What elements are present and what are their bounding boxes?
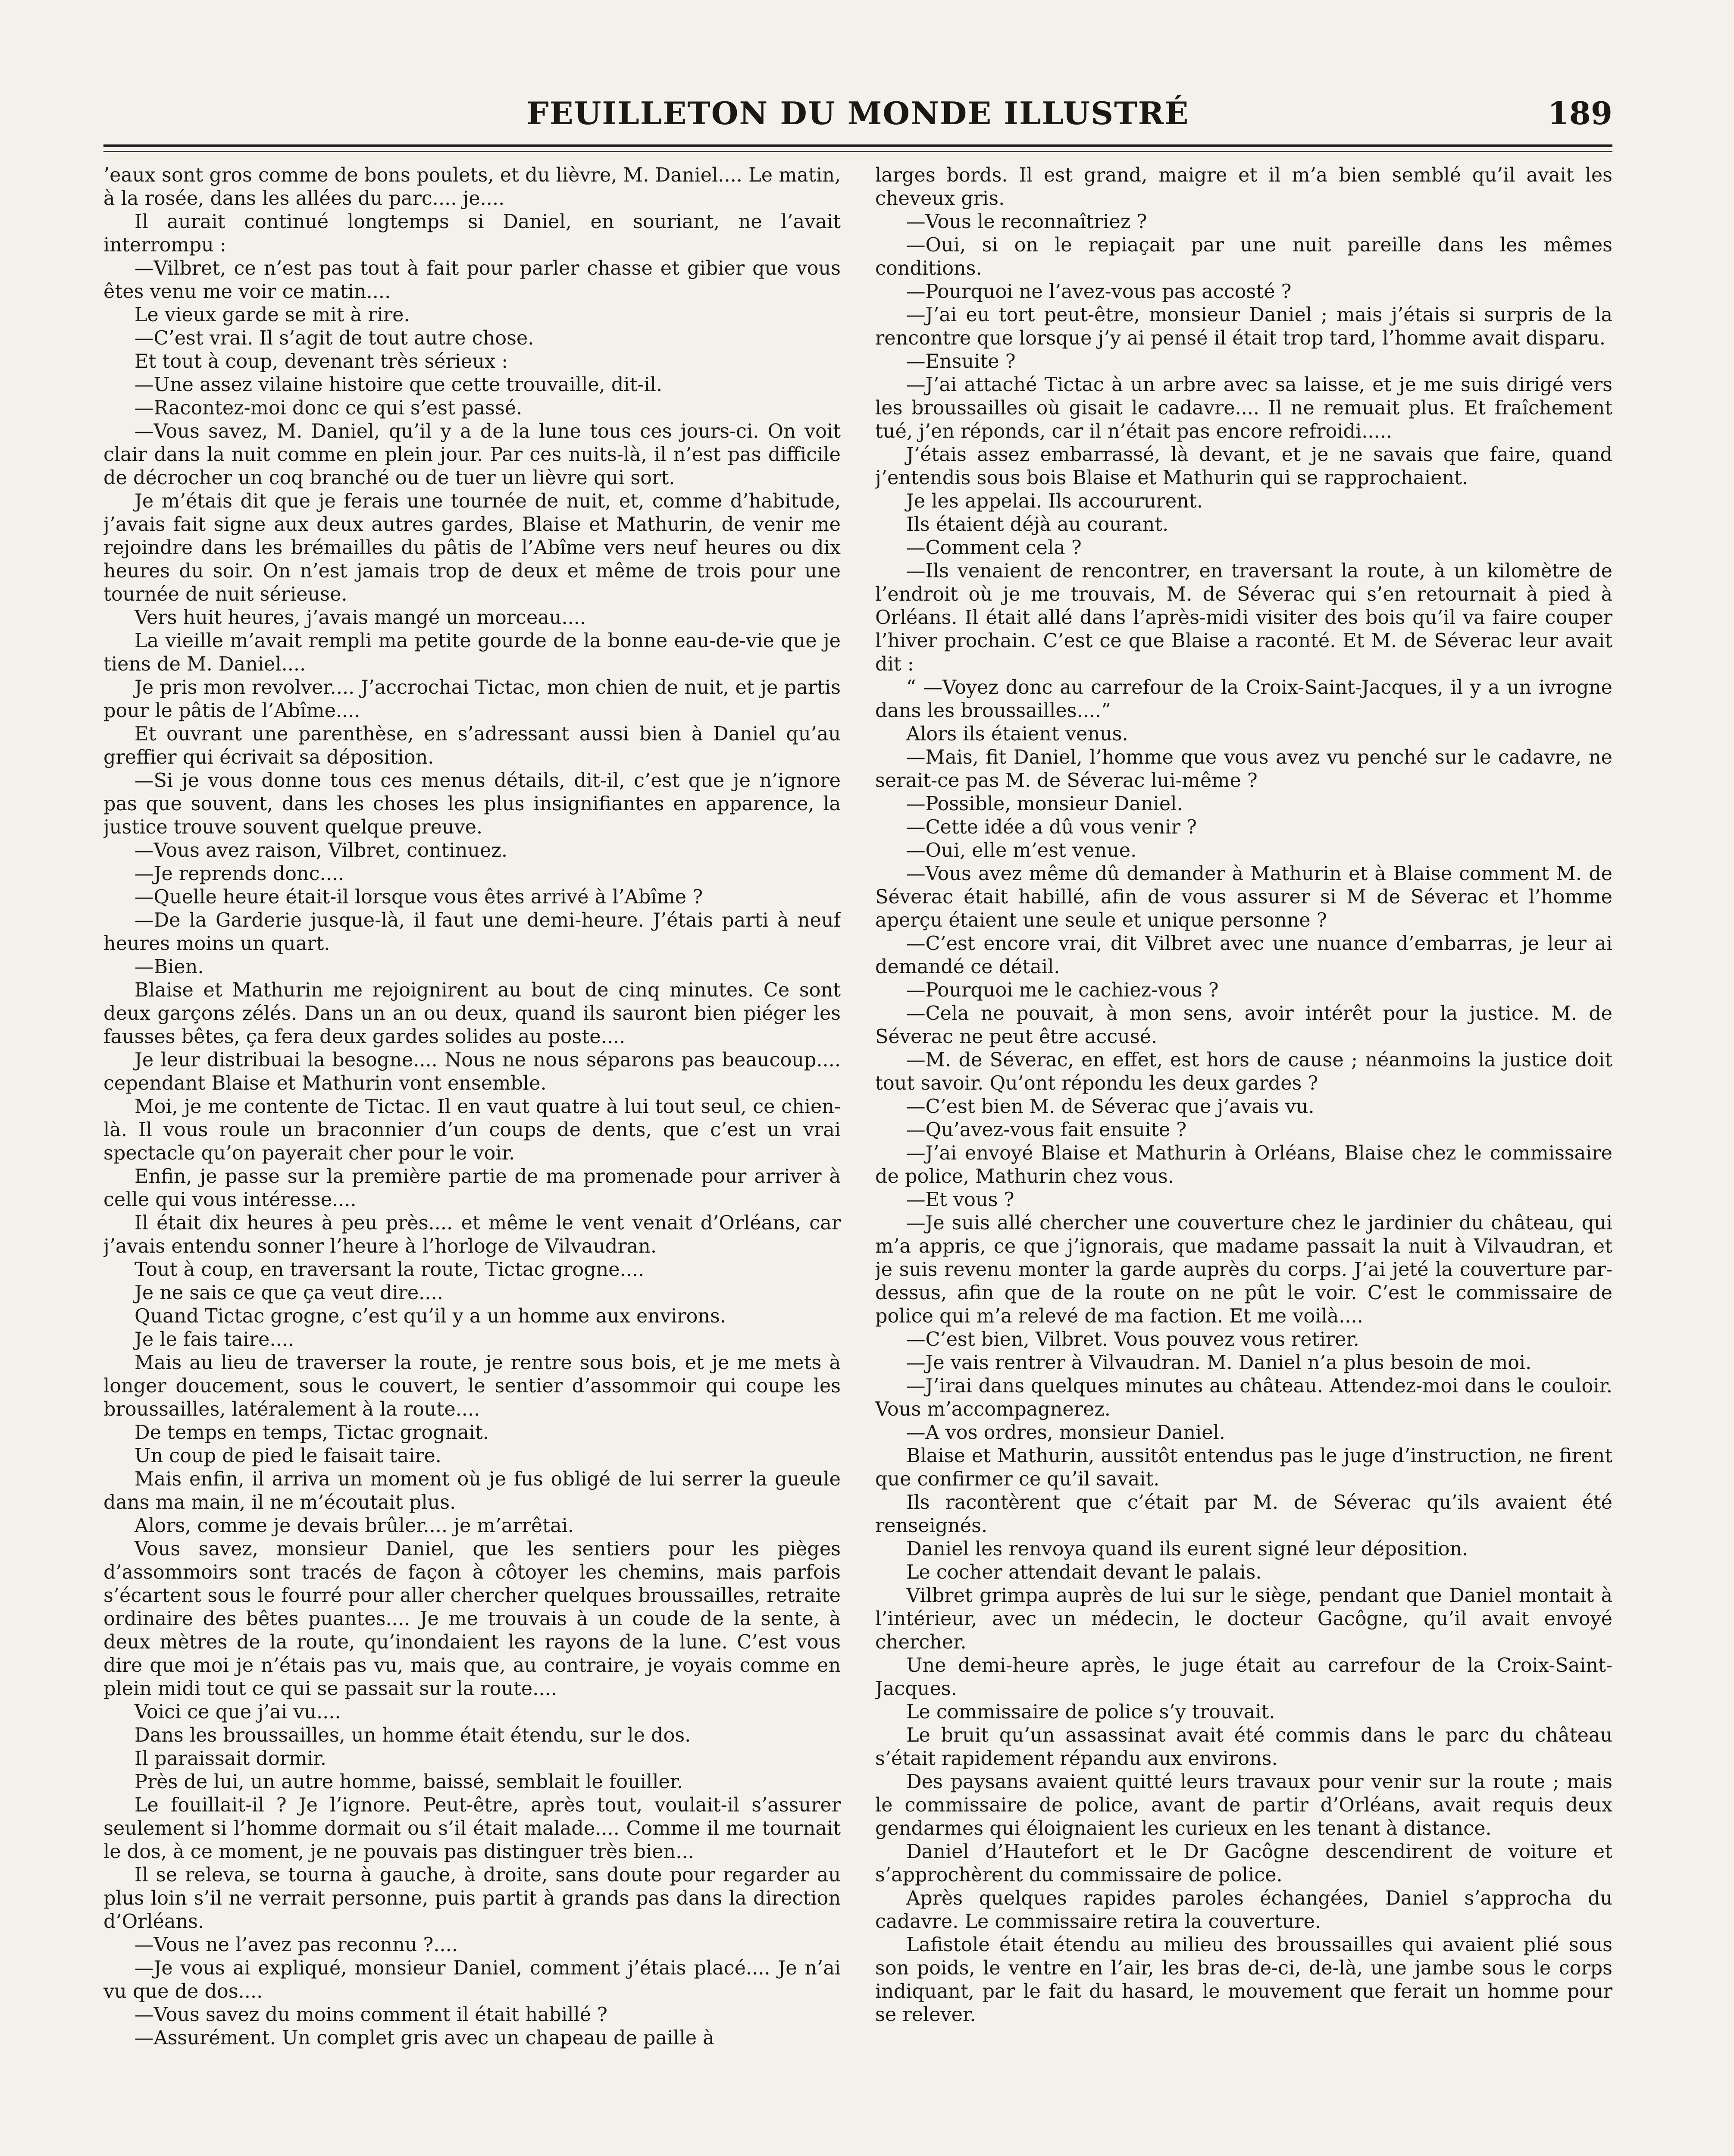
paragraph: Lafistole était étendu au milieu des broussailles qui avaient plié sous son poids, le ventre en l’air, les bras de-ci, de-là, une jambe sous le corps indiquant, par le fait du hasard, le mouvement que ferait un homme pour se relever. xyxy=(875,1934,1612,2026)
paragraph: —C’est bien M. de Séverac que j’avais vu. xyxy=(906,1096,1315,1118)
paragraph: —J’ai attaché Tictac à un arbre avec sa laisse, et je me suis dirigé vers les broussailles où gisait le cadavre.... Il ne remuait plus. Et fraîchement tué, j’en réponds, car il n’était pas encore refroidi..... xyxy=(875,374,1612,442)
paragraph: —Ensuite ? xyxy=(906,351,1016,373)
paragraph: Tout à coup, en traversant la route, Tictac grogne.... xyxy=(135,1259,645,1281)
paragraph: —Mais, fit Daniel, l’homme que vous avez vu penché sur le cadavre, ne serait-ce pas M. de Séverac lui-même ? xyxy=(875,746,1612,792)
paragraph: Je ne sais ce que ça veut dire.... xyxy=(135,1282,443,1304)
paragraph: Après quelques rapides paroles échangées, Daniel s’approcha du cadavre. Le commissaire retira la couverture. xyxy=(875,1887,1612,1933)
paragraph: —Et vous ? xyxy=(906,1189,1014,1211)
paragraph: —Qu’avez-vous fait ensuite ? xyxy=(906,1119,1187,1141)
paragraph: —Vous ne l’avez pas reconnu ?.... xyxy=(135,1934,458,1956)
paragraph: Dans les broussailles, un homme était étendu, sur le dos. xyxy=(135,1724,691,1746)
paragraph: —J’ai envoyé Blaise et Mathurin à Orléans, Blaise chez le commissaire de police, Mathurin chez vous. xyxy=(875,1142,1612,1188)
paragraph: —C’est vrai. Il s’agit de tout autre chose. xyxy=(135,327,534,349)
paragraph: Une demi-heure après, le juge était au carrefour de la Croix-Saint-Jacques. xyxy=(875,1655,1612,1700)
paragraph: —Je vous ai expliqué, monsieur Daniel, comment j’étais placé.... Je n’ai vu que de dos.... xyxy=(103,1957,841,2002)
paragraph: larges bords. Il est grand, maigre et il m’a bien semblé qu’il avait les cheveux gris. xyxy=(875,164,1612,210)
paragraph: —De la Garderie jusque-là, il faut une demi-heure. J’étais parti à neuf heures moins un quart. xyxy=(103,909,841,955)
paragraph: Alors, comme je devais brûler.... je m’arrêtai. xyxy=(135,1515,574,1537)
paragraph: Il était dix heures à peu près.... et même le vent venait d’Orléans, car j’avais entendu sonner l’heure à l’horloge de Vilvaudran. xyxy=(103,1212,841,1257)
paragraph: Il se releva, se tourna à gauche, à droite, sans doute pour regarder au plus loin s’il ne verrait personne, puis partit à grands pas dans la direction d’Orléans. xyxy=(103,1864,841,1933)
paragraph: —Vilbret, ce n’est pas tout à fait pour parler chasse et gibier que vous êtes venu me voir ce matin.... xyxy=(103,257,841,303)
paragraph: Mais enfin, il arriva un moment où je fus obligé de lui serrer la gueule dans ma main, il ne m’écoutait plus. xyxy=(103,1468,841,1514)
paragraph: Près de lui, un autre homme, baissé, semblait le fouiller. xyxy=(135,1771,683,1793)
paragraph: —C’est encore vrai, dit Vilbret avec une nuance d’embarras, je leur ai demandé ce détail. xyxy=(875,933,1612,978)
paragraph: De temps en temps, Tictac grognait. xyxy=(135,1422,489,1444)
paragraph: —Bien. xyxy=(135,956,204,978)
paragraph: —A vos ordres, monsieur Daniel. xyxy=(906,1422,1225,1444)
paragraph: Il paraissait dormir. xyxy=(135,1748,326,1770)
paragraph: —Racontez-moi donc ce qui s’est passé. xyxy=(135,397,523,419)
paragraph: Enfin, je passe sur la première partie de ma promenade pour arriver à celle qui vous intéresse.... xyxy=(103,1166,841,1211)
paragraph: —Je vais rentrer à Vilvaudran. M. Daniel n’a plus besoin de moi. xyxy=(906,1352,1532,1374)
page-number: 189 xyxy=(1547,95,1612,132)
paragraph: —Pourquoi ne l’avez-vous pas accosté ? xyxy=(906,281,1292,303)
paragraph: —M. de Séverac, en effet, est hors de cause ; néanmoins la justice doit tout savoir. Qu’ont répondu les deux gardes ? xyxy=(875,1049,1612,1094)
paragraph: Vous savez, monsieur Daniel, que les sentiers pour les pièges d’assommoirs sont tracés de façon à côtoyer les chemins, mais parfois s’écartent sous le fourré pour aller chercher quelques broussailles, retraite ordinaire des bêtes puantes.... Je me trouvais à un coude de la sente, à deux mètres de la route, qu’inondaient les rayons de la lune. C’est vous dire que moi je n’étais pas vu, mais que, au contraire, je voyais comme en plein midi tout ce qui se passait sur la route.... xyxy=(103,1538,841,1700)
paragraph: —Vous le reconnaîtriez ? xyxy=(906,211,1147,233)
paragraph: Blaise et Mathurin me rejoignirent au bout de cinq minutes. Ce sont deux garçons zélés. Dans un an ou deux, quand ils sauront bien piéger les fausses bêtes, ça fera deux gardes solides au poste.... xyxy=(103,979,841,1048)
paragraph: Daniel d’Hautefort et le Dr Gacôgne descendirent de voiture et s’approchèrent du commissaire de police. xyxy=(875,1841,1612,1886)
paragraph: Le commissaire de police s’y trouvait. xyxy=(906,1701,1275,1723)
paragraph: —Oui, elle m’est venue. xyxy=(906,840,1137,862)
paragraph: Voici ce que j’ai vu.... xyxy=(135,1701,341,1723)
paragraph: Le fouillait-il ? Je l’ignore. Peut-être, après tout, voulait-il s’assurer seulement si l’homme dormait ou s’il était malade.... Comme il me tournait le dos, à ce moment, je ne pouvais pas distinguer très bien... xyxy=(103,1794,841,1863)
paragraph: —Vous savez du moins comment il était habillé ? xyxy=(135,2004,608,2026)
paragraph: Daniel les renvoya quand ils eurent signé leur déposition. xyxy=(906,1538,1468,1560)
paragraph: —C’est bien, Vilbret. Vous pouvez vous retirer. xyxy=(906,1329,1359,1351)
paragraph: Ils racontèrent que c’était par M. de Séverac qu’ils avaient été renseignés. xyxy=(875,1492,1612,1537)
paragraph: —Oui, si on le repiaçait par une nuit pareille dans les mêmes conditions. xyxy=(875,234,1612,279)
page-header xyxy=(103,86,1612,142)
paragraph: —Vous savez, M. Daniel, qu’il y a de la lune tous ces jours-ci. On voit clair dans la nuit comme en plein jour. Par ces nuits-là, il n’est pas difficile de décrocher un coq branché ou de tuer un lièvre qui sort. xyxy=(103,420,841,489)
paragraph: “ —Voyez donc au carrefour de la Croix-Saint-Jacques, il y a un ivrogne dans les broussailles....” xyxy=(875,677,1612,722)
paragraph: Blaise et Mathurin, aussitôt entendus pas le juge d’instruction, ne firent que confirmer ce qu’il savait. xyxy=(875,1445,1612,1490)
paragraph: Quand Tictac grogne, c’est qu’il y a un homme aux environs. xyxy=(135,1305,726,1327)
paragraph: —Ils venaient de rencontrer, en traversant la route, à un kilomètre de l’endroit où je me trouvais, M. de Séverac qui s’en retournait à pied à Orléans. Il était allé dans l’après-midi visiter des bois qu’il va faire couper l’hiver prochain. C’est ce que Blaise a raconté. Et M. de Séverac leur avait dit : xyxy=(875,560,1612,675)
right-column xyxy=(875,164,1612,2156)
paragraph: —Une assez vilaine histoire que cette trouvaille, dit-il. xyxy=(135,374,663,396)
paragraph: Moi, je me contente de Tictac. Il en vaut quatre à lui tout seul, ce chien-là. Il vous roule un braconnier d’un coups de dents, que c’est un vrai spectacle qu’on payerait cher pour le voir. xyxy=(103,1096,841,1164)
paragraph: —Comment cela ? xyxy=(906,537,1082,559)
paragraph: Le bruit qu’un assassinat avait été commis dans le parc du château s’était rapidement répandu aux environs. xyxy=(875,1724,1612,1770)
paragraph: —Possible, monsieur Daniel. xyxy=(906,793,1183,815)
paragraph: Je le fais taire.... xyxy=(135,1329,294,1351)
paragraph: Je leur distribuai la besogne.... Nous ne nous séparons pas beaucoup.... cependant Blaise et Mathurin vont ensemble. xyxy=(103,1049,841,1094)
paragraph: La vieille m’avait rempli ma petite gourde de la bonne eau-de-vie que je tiens de M. Daniel.... xyxy=(103,630,841,675)
paragraph: —J’ai eu tort peut-être, monsieur Daniel ; mais j’étais si surpris de la rencontre que lorsque j’y ai pensé il était trop tard, l’homme avait disparu. xyxy=(875,304,1612,349)
paragraph: ’eaux sont gros comme de bons poulets, et du lièvre, M. Daniel.... Le matin, à la rosée, dans les allées du parc.... je.... xyxy=(103,164,841,210)
paragraph: —J’irai dans quelques minutes au château. Attendez-moi dans le couloir. Vous m’accompagnerez. xyxy=(875,1375,1612,1420)
paragraph: —Si je vous donne tous ces menus détails, dit-il, c’est que je n’ignore pas que souvent, dans les choses les plus insignifiantes en apparence, la justice trouve souvent quelque preuve. xyxy=(103,770,841,838)
paragraph: Je pris mon revolver.... J’accrochai Tictac, mon chien de nuit, et je partis pour le pâtis de l’Abîme.... xyxy=(103,677,841,722)
paragraph: Le vieux garde se mit à rire. xyxy=(135,304,410,326)
paragraph: Mais au lieu de traverser la route, je rentre sous bois, et je me mets à longer doucement, sous le couvert, le sentier d’assommoir qui coupe les broussailles, latéralement à la route.... xyxy=(103,1352,841,1420)
paragraph: Vers huit heures, j’avais mangé un morceau.... xyxy=(135,607,586,629)
paragraph: Vilbret grimpa auprès de lui sur le siège, pendant que Daniel montait à l’intérieur, avec un médecin, le docteur Gacôgne, qu’il avait envoyé chercher. xyxy=(875,1585,1612,1653)
paragraph: Le cocher attendait devant le palais. xyxy=(906,1561,1262,1583)
paragraph: —Quelle heure était-il lorsque vous êtes arrivé à l’Abîme ? xyxy=(135,886,703,908)
paragraph: Un coup de pied le faisait taire. xyxy=(135,1445,441,1467)
paragraph: J’étais assez embarrassé, là devant, et je ne savais que faire, quand j’entendis sous bois Blaise et Mathurin qui se rapprochaient. xyxy=(875,444,1612,489)
header-rule-thin xyxy=(103,151,1612,152)
header-rule-thick xyxy=(103,144,1612,147)
paragraph: Des paysans avaient quitté leurs travaux pour venir sur la route ; mais le commissaire de police, avant de partir d’Orléans, avait requis deux gendarmes qui éloignaient les curieux en les tenant à distance. xyxy=(875,1771,1612,1839)
paragraph: Il aurait continué longtemps si Daniel, en souriant, ne l’avait interrompu : xyxy=(103,211,841,256)
paragraph: —Vous avez raison, Vilbret, continuez. xyxy=(135,840,508,862)
left-column xyxy=(103,164,841,2156)
paragraph: Je m’étais dit que je ferais une tournée de nuit, et, comme d’habitude, j’avais fait signe aux deux autres gardes, Blaise et Mathurin, de venir me rejoindre dans les brémailles du pâtis de l’Abîme vers neuf heures ou dix heures du soir. On n’est jamais trop de deux et même de trois pour une tournée de nuit sérieuse. xyxy=(103,490,841,605)
paragraph: —Je reprends donc.... xyxy=(135,863,344,885)
header-title: FEUILLETON DU MONDE ILLUSTRÉ xyxy=(526,95,1189,132)
paragraph: Ils étaient déjà au courant. xyxy=(906,514,1169,536)
paragraph: —Cela ne pouvait, à mon sens, avoir intérêt pour la justice. M. de Séverac ne peut être accusé. xyxy=(875,1003,1612,1048)
paragraph: —Je suis allé chercher une couverture chez le jardinier du château, qui m’a appris, ce que j’ignorais, que madame passait la nuit à Vilvaudran, et je suis revenu monter la garde auprès du corps. J’ai jeté la couverture par-dessus, afin que de la route on ne pût le voir. C’est le commissaire de police qui m’a relevé de ma faction. Et me voilà.... xyxy=(875,1212,1612,1327)
paragraph: Je les appelai. Ils accoururent. xyxy=(906,490,1203,512)
paragraph: Et tout à coup, devenant très sérieux : xyxy=(135,351,508,373)
paragraph: Alors ils étaient venus. xyxy=(906,723,1128,745)
paragraph: —Assurément. Un complet gris avec un chapeau de paille à xyxy=(135,2027,714,2049)
paragraph: —Vous avez même dû demander à Mathurin et à Blaise comment M. de Séverac était habillé, afin de vous assurer si M de Séverac et l’homme aperçu étaient une seule et unique personne ? xyxy=(875,863,1612,931)
paragraph: —Pourquoi me le cachiez-vous ? xyxy=(906,979,1219,1001)
paragraph: Et ouvrant une parenthèse, en s’adressant aussi bien à Daniel qu’au greffier qui écrivait sa déposition. xyxy=(103,723,841,768)
paragraph: —Cette idée a dû vous venir ? xyxy=(906,816,1197,838)
